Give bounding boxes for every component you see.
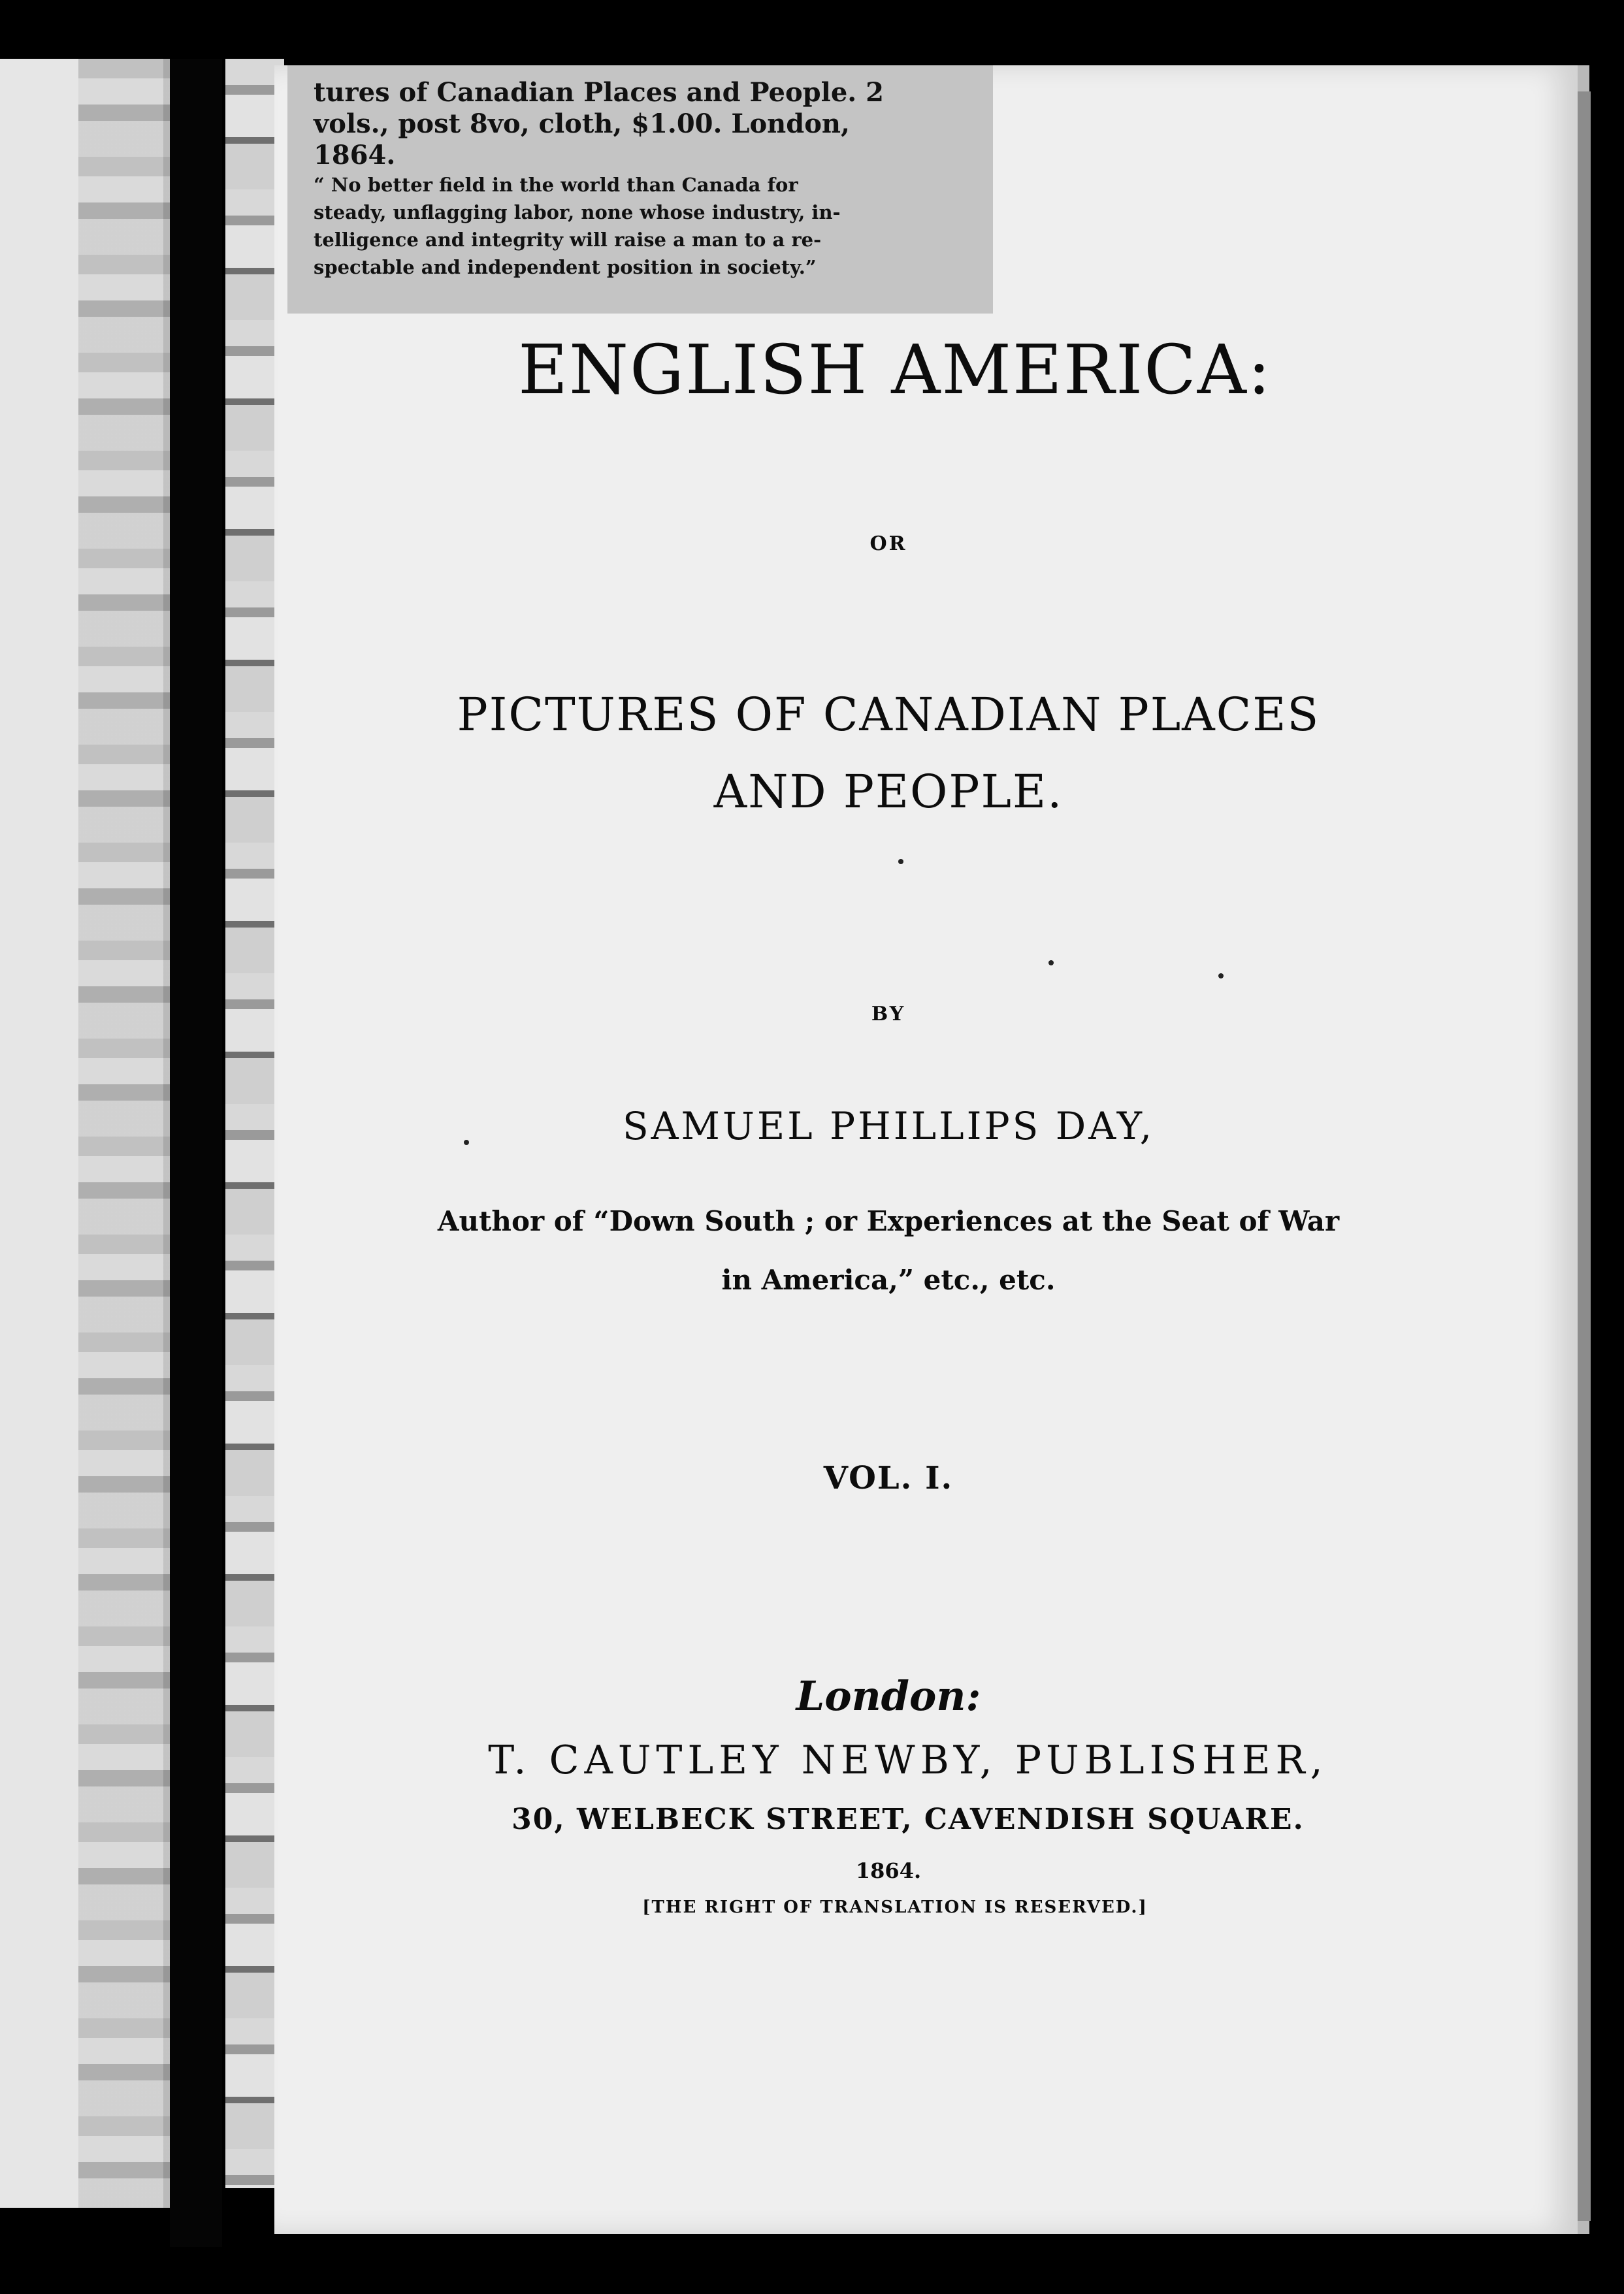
publication-year: 1864.	[855, 1858, 922, 1883]
author-note-line-1: Author of “Down South ; or Experiences at the Seat of War	[437, 1205, 1340, 1237]
clipping-line: “ No better field in the world than Canada for	[314, 174, 798, 196]
author-credentials	[274, 1192, 1502, 1310]
clipping-line: spectable and independent position in society.”	[314, 256, 817, 278]
clipping-line: telligence and integrity will raise a man to a re-	[314, 229, 822, 251]
author-name: SAMUEL PHILLIPS DAY,	[622, 1104, 1155, 1148]
facing-page-stain	[78, 59, 170, 2208]
page-edge	[1578, 91, 1591, 2221]
by-label: BY	[871, 1003, 906, 1026]
paper-speck	[464, 1140, 469, 1145]
or-label: OR	[869, 532, 907, 555]
volume-number: VOL. I.	[823, 1460, 954, 1496]
book-title: ENGLISH AMERICA:	[518, 330, 1272, 410]
rights-notice: [THE RIGHT OF TRANSLATION IS RESERVED.]	[642, 1898, 1148, 1917]
author-note-line-2: in America,” etc., etc.	[721, 1264, 1056, 1296]
publisher-address: 30, WELBECK STREET, CAVENDISH SQUARE.	[512, 1803, 1305, 1836]
clipping-line: 1864.	[314, 140, 396, 170]
subtitle-line-1: PICTURES OF CANADIAN PLACES	[457, 688, 1320, 741]
paper-speck	[1218, 973, 1224, 978]
book-gutter	[170, 59, 222, 2247]
clipping-line: vols., post 8vo, cloth, $1.00. London,	[314, 108, 850, 139]
book-subtitle	[274, 676, 1502, 830]
imprint-city: London:	[796, 1672, 981, 1720]
clipping-line: steady, unflagging labor, none whose industry, in-	[314, 201, 841, 223]
publisher-name: T. CAUTLEY NEWBY, PUBLISHER,	[488, 1737, 1328, 1783]
subtitle-line-2: AND PEOPLE.	[713, 765, 1064, 818]
pasted-clipping	[287, 65, 993, 314]
clipping-line: tures of Canadian Places and People. 2	[314, 77, 884, 108]
paper-speck	[1048, 960, 1054, 965]
paper-speck	[898, 859, 903, 864]
